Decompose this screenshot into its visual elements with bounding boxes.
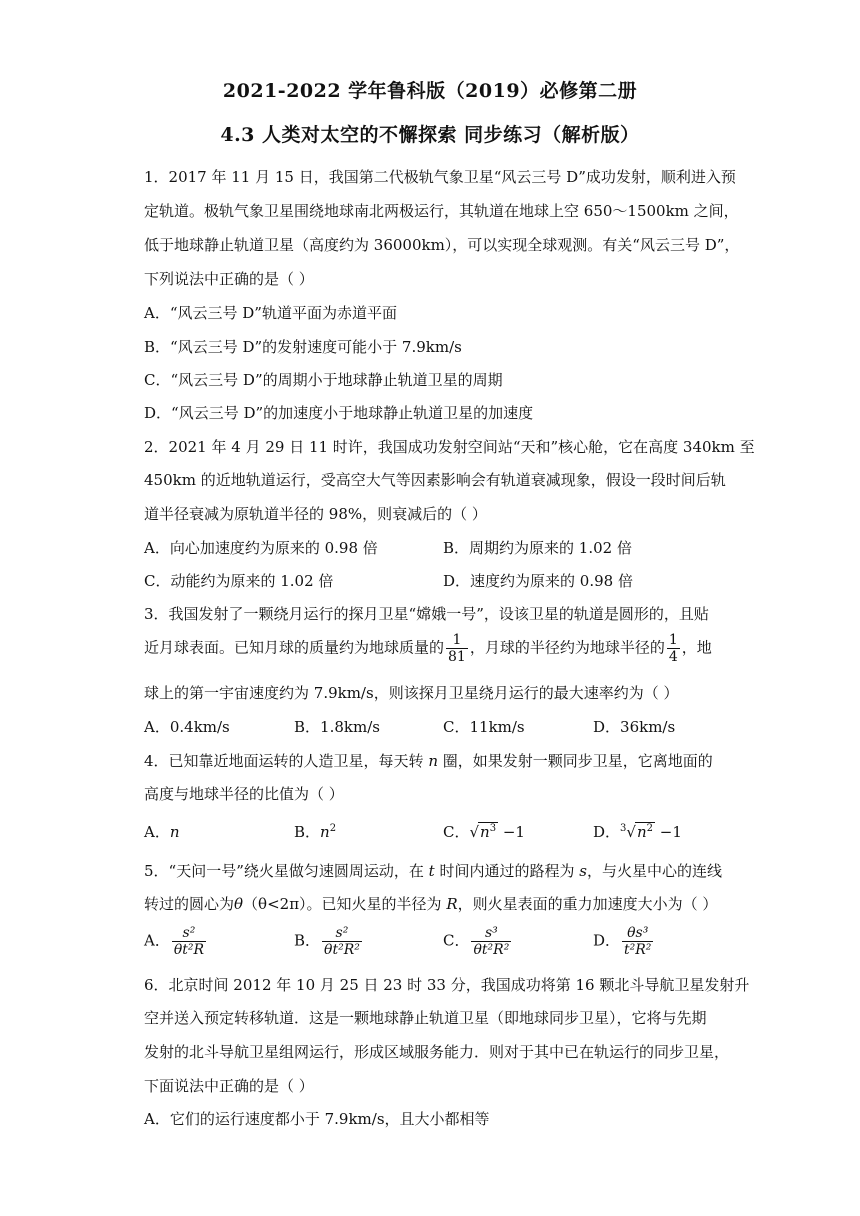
q4-line-1-text-b: 圈，如果发射一颗同步卫星，它离地面的 (438, 752, 713, 770)
q5-option-d-numerator: θs³ (622, 925, 653, 942)
q5-option-c (443, 925, 513, 958)
q4-line-1 (144, 750, 713, 771)
q3-option-b: B．1.8km/s (294, 718, 380, 736)
q4-option-c (443, 821, 525, 842)
q3-option-d: D．36km/s (593, 718, 676, 736)
q5-line-1-text-c: ，与火星中心的连线 (586, 862, 722, 880)
q5-line-1-text-b: 时间内通过的路程为 (434, 862, 580, 880)
q1-option-c: C．“风云三号 D”的周期小于地球静止轨道卫星的周期 (144, 371, 503, 389)
q4-option-d-root-index: 3 (620, 823, 627, 834)
q5-line-1 (144, 860, 722, 881)
q1-option-b: B．“风云三号 D”的发射速度可能小于 7.9km/s (144, 338, 462, 356)
q5-option-b-numerator: s² (322, 925, 362, 942)
q4-option-c-exponent: 3 (489, 823, 497, 834)
q4-option-d (593, 821, 682, 842)
q6-line-4: 下面说法中正确的是（ ） (144, 1077, 314, 1095)
q5-line-2 (144, 893, 717, 914)
q4-option-b-label: B． (294, 823, 321, 841)
q2-line-1: 2．2021 年 4 月 29 日 11 时许，我国成功发射空间站“天和”核心舱，它在高度 340km 至 (144, 438, 755, 456)
q5-line-2-text-c: ，则火星表面的重力加速度大小为（ ） (457, 895, 718, 913)
q4-line-2: 高度与地球半径的比值为（ ） (144, 785, 344, 803)
q4-line-1-text-a: 4．已知靠近地面运转的人造卫星，每天转 (144, 752, 429, 770)
q4-option-d-label: D． (593, 823, 621, 841)
q4-option-d-radical-icon: √ (626, 823, 636, 841)
document-title: 2021-2022 学年鲁科版（2019）必修第二册 (222, 80, 638, 102)
q3-line-1: 3．我国发射了一颗绕月运行的探月卫星“嫦娥一号”，设该卫星的轨道是圆形的，且贴 (144, 605, 709, 623)
q4-option-c-label: C． (443, 823, 470, 841)
q6-line-3: 发射的北斗导航卫星组网运行，形成区域服务能力．则对于其中已在轨运行的同步卫星， (144, 1043, 730, 1061)
q1-option-a: A．“风云三号 D”轨道平面为赤道平面 (144, 304, 397, 322)
q5-line-2-text-a: 转过的圆心为 (144, 895, 235, 913)
q4-option-b-exponent: 2 (329, 823, 337, 834)
q4-option-d-exponent: 2 (646, 823, 654, 834)
q4-option-a (144, 821, 180, 842)
q5-variable-theta: θ (234, 895, 244, 913)
q5-line-2-text-b: （θ<2π）。已知火星的半径为 (243, 895, 447, 913)
q5-option-d-denominator: t²R² (624, 942, 652, 958)
q5-option-a-denominator: θt²R (173, 942, 205, 958)
q5-option-b (294, 925, 364, 958)
q4-option-d-tail: −1 (655, 823, 682, 841)
q5-variable-t: t (428, 862, 435, 880)
q5-option-a (144, 925, 208, 958)
q3-fraction-radius (667, 632, 680, 665)
q3-option-c: C．11km/s (443, 718, 525, 736)
q5-option-d-label: D． (593, 931, 621, 950)
q4-option-c-radical-icon: √ (469, 823, 480, 841)
q4-option-a-n: n (169, 823, 180, 841)
q2-option-c: C．动能约为原来的 1.02 倍 (144, 572, 334, 590)
q3-fraction-mass-num: 1 (446, 632, 468, 649)
q1-line-3: 低于地球静止轨道卫星（高度约为 36000km），可以实现全球观测。有关“风云三号 D”， (144, 236, 740, 254)
q3-fraction-mass (446, 632, 468, 665)
q4-option-a-label: A． (144, 823, 170, 841)
q3-option-a: A．0.4km/s (144, 718, 230, 736)
document-subtitle: 4.3 人类对太空的不懈探索 同步练习（解析版） (220, 124, 640, 146)
q3-line-2-text-a: 近月球表面。已知月球的质量约为地球质量的 (144, 638, 445, 657)
q1-line-1: 1．2017 年 11 月 15 日，我国第二代极轨气象卫星“风云三号 D”成功发射，顺利进入预 (144, 168, 736, 186)
q4-option-b-n: n (320, 823, 330, 841)
q2-option-a: A．向心加速度约为原来的 0.98 倍 (144, 539, 378, 557)
q5-line-1-text-a: 5．“天问一号”绕火星做匀速圆周运动，在 (144, 862, 429, 880)
q5-option-c-denominator: θt²R² (473, 942, 510, 958)
q1-line-2: 定轨道。极轨气象卫星围绕地球南北两极运行，其轨道在地球上空 650～1500km 之间， (144, 202, 739, 220)
q5-option-c-numerator: s³ (471, 925, 511, 942)
q4-option-d-n: n (636, 823, 647, 841)
q1-option-d: D．“风云三号 D”的加速度小于地球静止轨道卫星的加速度 (144, 404, 534, 422)
q5-option-b-label: B． (294, 931, 321, 950)
q3-fraction-radius-den: 4 (668, 649, 678, 665)
q3-line-2-text-b: ，月球的半径约为地球半径的 (469, 638, 665, 657)
q4-option-c-n: n (480, 823, 490, 841)
q3-line-2 (144, 632, 712, 665)
q5-option-a-numerator: s² (172, 925, 206, 942)
q3-line-3: 球上的第一宇宙速度约为 7.9km/s，则该探月卫星绕月运行的最大速率约为（ ） (144, 684, 679, 702)
q2-line-2: 450km 的近地轨道运行，受高空大气等因素影响会有轨道衰减现象，假设一段时间后轨 (144, 471, 726, 489)
q5-option-d (593, 925, 655, 958)
q5-variable-s: s (579, 862, 587, 880)
q5-option-a-label: A． (144, 931, 170, 950)
q6-option-a: A．它们的运行速度都小于 7.9km/s，且大小都相等 (144, 1110, 490, 1128)
q3-fraction-radius-num: 1 (668, 632, 678, 648)
q2-option-b: B．周期约为原来的 1.02 倍 (443, 539, 632, 557)
q5-option-b-denominator: θt²R² (324, 942, 360, 958)
q2-option-d: D．速度约为原来的 0.98 倍 (443, 572, 633, 590)
q6-line-2: 空并送入预定转移轨道．这是一颗地球静止轨道卫星（即地球同步卫星），它将与先期 (144, 1009, 707, 1027)
q4-option-c-tail: −1 (498, 823, 525, 841)
q1-line-4: 下列说法中正确的是（ ） (144, 270, 314, 288)
q5-option-c-label: C． (443, 931, 470, 950)
q5-variable-r: R (446, 895, 458, 913)
q4-option-b (294, 821, 336, 842)
q4-variable-n: n (428, 752, 438, 770)
q3-line-2-text-c: ，地 (681, 638, 712, 657)
q3-fraction-mass-den: 81 (448, 649, 466, 665)
q6-line-1: 6．北京时间 2012 年 10 月 25 日 23 时 33 分，我国成功将第 16 颗北斗导航卫星发射升 (144, 976, 750, 994)
q2-line-3: 道半径衰减为原轨道半径的 98%，则衰减后的（ ） (144, 505, 487, 523)
